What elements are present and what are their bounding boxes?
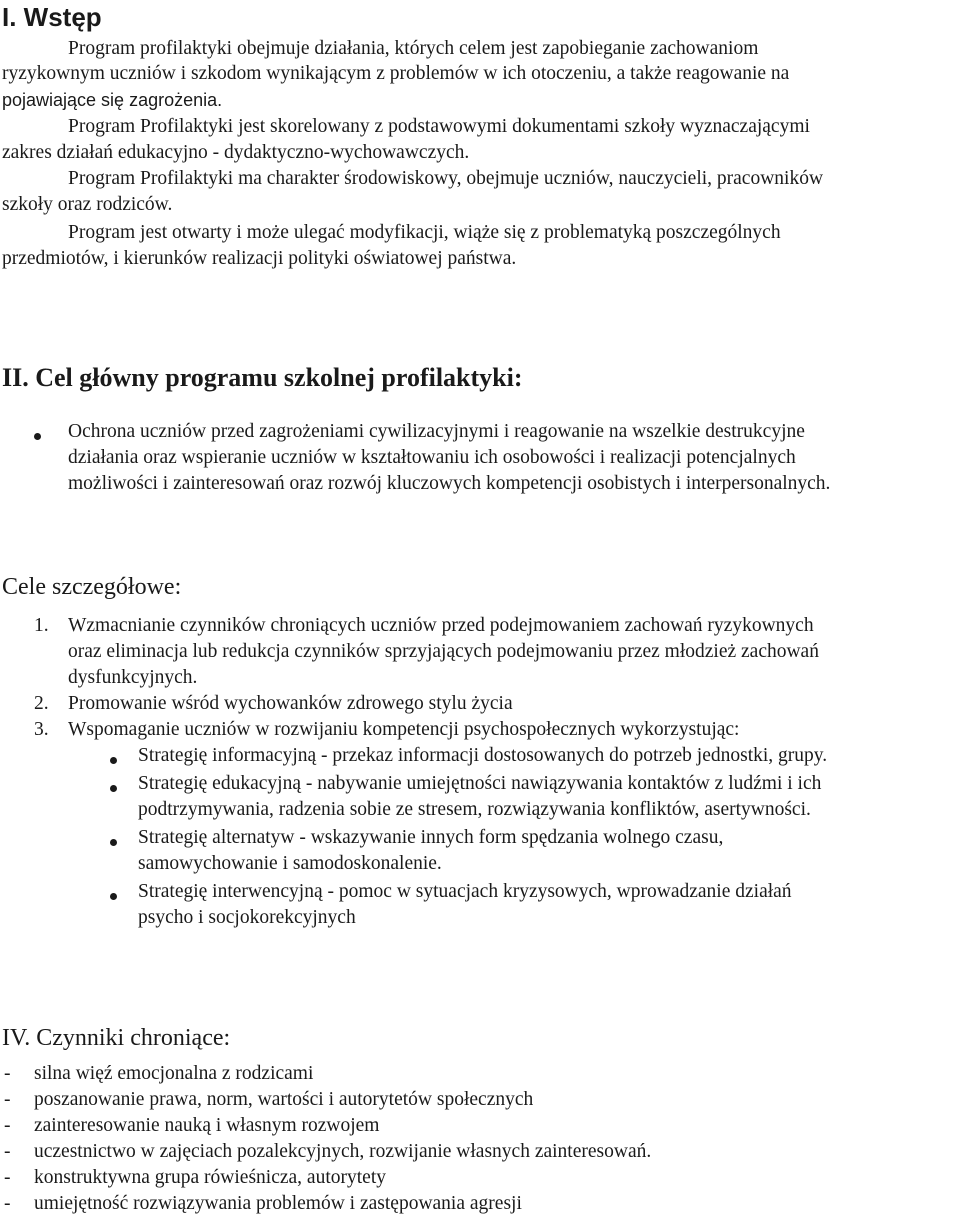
intro-line-7: szkoły oraz rodziców. xyxy=(2,194,173,215)
factor-item-6: umiejętność rozwiązywania problemów i zastępowania agresji xyxy=(34,1193,522,1214)
objective-1-line-3: dysfunkcyjnych. xyxy=(68,667,198,688)
factor-item-2: poszanowanie prawa, norm, wartości i autorytetów społecznych xyxy=(34,1089,534,1110)
objective-2-line-1: Promowanie wśród wychowanków zdrowego stylu życia xyxy=(68,693,513,714)
goal-line-1: Ochrona uczniów przed zagrożeniami cywilizacyjnymi i reagowanie na wszelkie destrukcyjne xyxy=(68,421,805,442)
section-2-title: II. Cel główny programu szkolnej profilaktyki: xyxy=(2,363,523,392)
section-1-title: I. Wstęp xyxy=(2,2,102,32)
dash-marker: - xyxy=(4,1141,11,1162)
intro-line-6: Program Profilaktyki ma charakter środowiskowy, obejmuje uczniów, nauczycieli, pracowników xyxy=(68,168,824,189)
intro-line-8: Program jest otwarty i może ulegać modyfikacji, wiąże się z problematyką poszczególnych xyxy=(68,222,781,243)
strategy-2-line-2: podtrzymywania, radzenia sobie ze stresem, rozwiązywania konfliktów, asertywności. xyxy=(138,799,811,820)
dash-marker: - xyxy=(4,1063,11,1084)
objective-number-2: 2. xyxy=(34,693,49,714)
strategy-1-line-1: Strategię informacyjną - przekaz informacji dostosowanych do potrzeb jednostki, grupy. xyxy=(138,745,828,766)
goal-line-3: możliwości i zainteresowań oraz rozwój kluczowych kompetencji osobistych i interpersonalnych. xyxy=(68,473,831,494)
factor-item-1: silna więź emocjonalna z rodzicami xyxy=(34,1063,314,1084)
bullet-icon xyxy=(34,433,41,440)
strategy-3-line-2: samowychowanie i samodoskonalenie. xyxy=(138,853,442,874)
strategy-4-line-2: psycho i socjokorekcyjnych xyxy=(138,907,356,928)
intro-line-5: zakres działań edukacyjno - dydaktyczno-wychowawczych. xyxy=(2,142,470,163)
factor-item-4: uczestnictwo w zajęciach pozalekcyjnych, rozwijanie własnych zainteresowań. xyxy=(34,1141,652,1162)
factor-item-5: konstruktywna grupa rówieśnicza, autorytety xyxy=(34,1167,386,1188)
objective-1-line-2: oraz eliminacja lub redukcja czynników sprzyjających podejmowaniu przez młodzież zachowań xyxy=(68,641,819,662)
goal-line-2: działania oraz wspieranie uczniów w kształtowaniu ich osobowości i realizacji potencjalnych xyxy=(68,447,796,468)
dash-marker: - xyxy=(4,1167,11,1188)
intro-line-1: Program profilaktyki obejmuje działania, których celem jest zapobieganie zachowaniom xyxy=(68,38,759,59)
strategy-3-line-1: Strategię alternatyw - wskazywanie innych form spędzania wolnego czasu, xyxy=(138,827,724,848)
objective-3-line-1: Wspomaganie uczniów w rozwijaniu kompetencji psychospołecznych wykorzystując: xyxy=(68,719,740,740)
section-4-title: IV. Czynniki chroniące: xyxy=(2,1025,231,1051)
bullet-icon xyxy=(110,785,117,792)
objective-1-line-1: Wzmacnianie czynników chroniących uczniów przed podejmowaniem zachowań ryzykownych xyxy=(68,615,814,636)
intro-line-2: ryzykownym uczniów i szkodom wynikającym z problemów w ich otoczeniu, a także reagowanie na xyxy=(2,63,790,84)
bullet-icon xyxy=(110,893,117,900)
intro-line-3: pojawiające się zagrożenia. xyxy=(2,90,223,110)
dash-marker: - xyxy=(4,1193,11,1214)
factor-item-3: zainteresowanie nauką i własnym rozwojem xyxy=(34,1115,380,1136)
section-3-title: Cele szczegółowe: xyxy=(2,574,182,600)
dash-marker: - xyxy=(4,1089,11,1110)
intro-line-9: przedmiotów, i kierunków realizacji polityki oświatowej państwa. xyxy=(2,248,517,269)
bullet-icon xyxy=(110,757,117,764)
objective-number-3: 3. xyxy=(34,719,49,740)
intro-line-4: Program Profilaktyki jest skorelowany z podstawowymi dokumentami szkoły wyznaczającymi xyxy=(68,116,810,137)
strategy-2-line-1: Strategię edukacyjną - nabywanie umiejętności nawiązywania kontaktów z ludźmi i ich xyxy=(138,773,822,794)
strategy-4-line-1: Strategię interwencyjną - pomoc w sytuacjach kryzysowych, wprowadzanie działań xyxy=(138,881,792,902)
objective-number-1: 1. xyxy=(34,615,49,636)
dash-marker: - xyxy=(4,1115,11,1136)
bullet-icon xyxy=(110,839,117,846)
